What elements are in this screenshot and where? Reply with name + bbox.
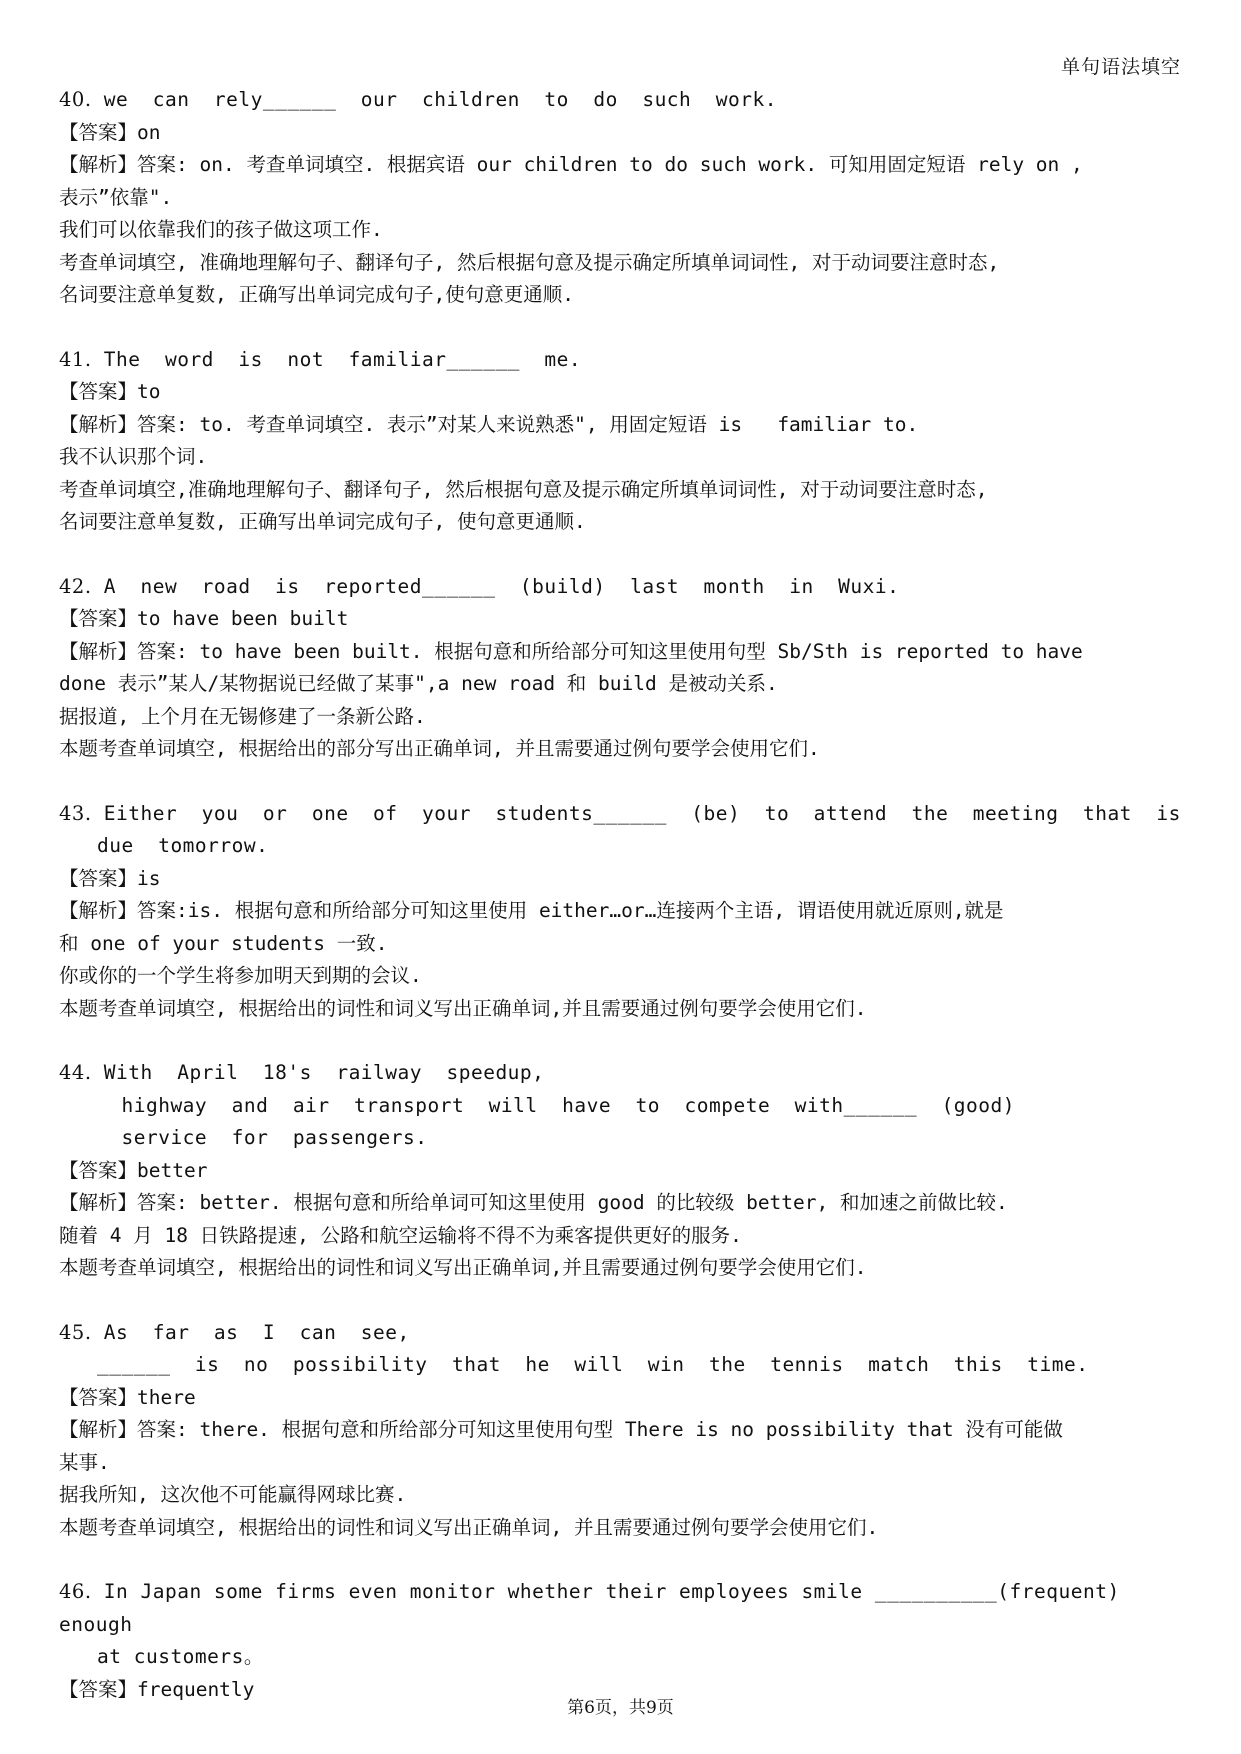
analysis-line: 随着 4 月 18 日铁路提速, 公路和航空运输将不得不为乘客提供更好的服务. — [59, 1223, 742, 1247]
analysis-line: 某事. — [59, 1450, 110, 1474]
page-footer: 第6页，共9页 — [567, 1698, 674, 1718]
question-number: 41. — [59, 347, 92, 371]
question-number: 46. — [59, 1580, 92, 1603]
question-text — [59, 1122, 1189, 1155]
analysis-line: 【解析】答案: better. 根据句意和所给单词可知这里使用 good 的比较级 better, 和加速之前做比较. — [59, 1191, 1008, 1214]
analysis-line: 本题考查单词填空, 根据给出的词性和词义写出正确单词,并且需要通过例句要学会使用它们. — [59, 996, 867, 1020]
analysis-line: 【解析】答案: to. 考查单词填空. 表示”对某人来说熟悉", 用固定短语 is familiar to. — [59, 412, 919, 436]
question-number: 43. — [59, 801, 92, 825]
question-line: The word is not familiar______ me. — [103, 347, 582, 371]
question-text — [59, 571, 1189, 604]
question-text — [59, 798, 1189, 831]
analysis-line: 名词要注意单复数, 正确写出单词完成句子, 使句意更通顺. — [59, 510, 586, 533]
answer-line: 【答案】to — [59, 380, 161, 403]
analysis-line: 考查单词填空,准确地理解句子、翻译句子, 然后根据句意及提示确定所填单词词性, 对于动词要注意时态, — [59, 477, 988, 501]
question-number: 42. — [59, 574, 92, 598]
analysis-line: 【解析】答案:is. 根据句意和所给部分可知这里使用 either…or…连接两个主语, 谓语使用就近原则,就是 — [59, 899, 1004, 922]
analysis-line: 本题考查单词填空, 根据给出的词性和词义写出正确单词,并且需要通过例句要学会使用它们. — [59, 1256, 867, 1279]
question-block — [59, 84, 1189, 312]
question-number: 44. — [59, 1061, 92, 1084]
question-line: at customers。 — [97, 1645, 264, 1668]
answer-line: 【答案】is — [59, 866, 161, 890]
question-line: service for passengers. — [97, 1126, 428, 1149]
analysis-line: 你或你的一个学生将参加明天到期的会议. — [59, 964, 422, 987]
analysis-line: 本题考查单词填空, 根据给出的部分写出正确单词, 并且需要通过例句要学会使用它们. — [59, 737, 820, 760]
analysis-line: 据我所知, 这次他不可能赢得网球比赛. — [59, 1483, 407, 1506]
question-block — [59, 571, 1189, 766]
question-line: we can rely______ our children to do such work. — [103, 88, 777, 111]
analysis-line: 【解析】答案: to have been built. 根据句意和所给部分可知这里使用句型 Sb/Sth is reported to have — [59, 639, 1083, 663]
question-block — [59, 1317, 1189, 1545]
question-block — [59, 1057, 1189, 1285]
question-line: Either you or one of your students______ (be) to attend the meeting that is — [103, 801, 1181, 825]
question-line: due tomorrow. — [97, 834, 269, 857]
question-line: A new road is reported______ (build) last month in Wuxi. — [103, 574, 900, 598]
analysis-line: 我们可以依靠我们的孩子做这项工作. — [59, 218, 383, 241]
question-block — [59, 1576, 1189, 1706]
analysis-line: 我不认识那个词. — [59, 445, 208, 468]
analysis-line: 本题考查单词填空, 根据给出的词性和词义写出正确单词, 并且需要通过例句要学会使用它们. — [59, 1515, 879, 1539]
question-text — [59, 1057, 1189, 1090]
question-line: As far as I can see, — [103, 1320, 410, 1344]
question-line: ______ is no possibility that he will win the tennis match this time. — [97, 1353, 1089, 1376]
analysis-line: 考查单词填空, 准确地理解句子、翻译句子, 然后根据句意及提示确定所填单词词性, 对于动词要注意时态, — [59, 250, 1000, 274]
question-text — [59, 1090, 1189, 1123]
question-text — [59, 84, 1189, 117]
question-text — [59, 1349, 1189, 1382]
question-number: 40. — [59, 88, 92, 111]
question-line: In Japan some firms even monitor whether their employees smile __________(frequent) enough — [59, 1580, 1132, 1636]
analysis-line: 名词要注意单复数, 正确写出单词完成句子,使句意更通顺. — [59, 283, 574, 306]
question-block — [59, 798, 1189, 1026]
answer-line: 【答案】to have been built — [59, 607, 349, 630]
question-line: With April 18's railway speedup, — [103, 1061, 545, 1084]
page-header: 单句语法填空 — [1060, 56, 1181, 78]
question-block — [59, 344, 1189, 539]
analysis-line: 和 one of your students 一致. — [59, 931, 388, 955]
answer-line: 【答案】there — [59, 1385, 196, 1409]
question-number: 45. — [59, 1320, 92, 1344]
question-text — [59, 344, 1189, 377]
analysis-line: 【解析】答案: on. 考查单词填空. 根据宾语 our children to do such work. 可知用固定短语 rely on , — [59, 153, 1083, 176]
question-list — [59, 84, 1189, 1738]
answer-line: 【答案】better — [59, 1158, 208, 1182]
question-text — [59, 1317, 1189, 1350]
question-text — [59, 1641, 1189, 1674]
analysis-line: 【解析】答案: there. 根据句意和所给部分可知这里使用句型 There is no possibility that 没有可能做 — [59, 1418, 1063, 1441]
answer-line: 【答案】frequently — [59, 1677, 255, 1701]
question-text — [59, 1576, 1189, 1641]
question-text — [59, 830, 1189, 863]
analysis-line: 表示”依靠". — [59, 185, 173, 209]
analysis-line: 据报道, 上个月在无锡修建了一条新公路. — [59, 704, 426, 728]
question-line: highway and air transport will have to compete with______ (good) — [97, 1093, 1016, 1117]
analysis-line: done 表示”某人/某物据说已经做了某事",a new road 和 build 是被动关系. — [59, 672, 778, 695]
answer-line: 【答案】on — [59, 120, 161, 144]
